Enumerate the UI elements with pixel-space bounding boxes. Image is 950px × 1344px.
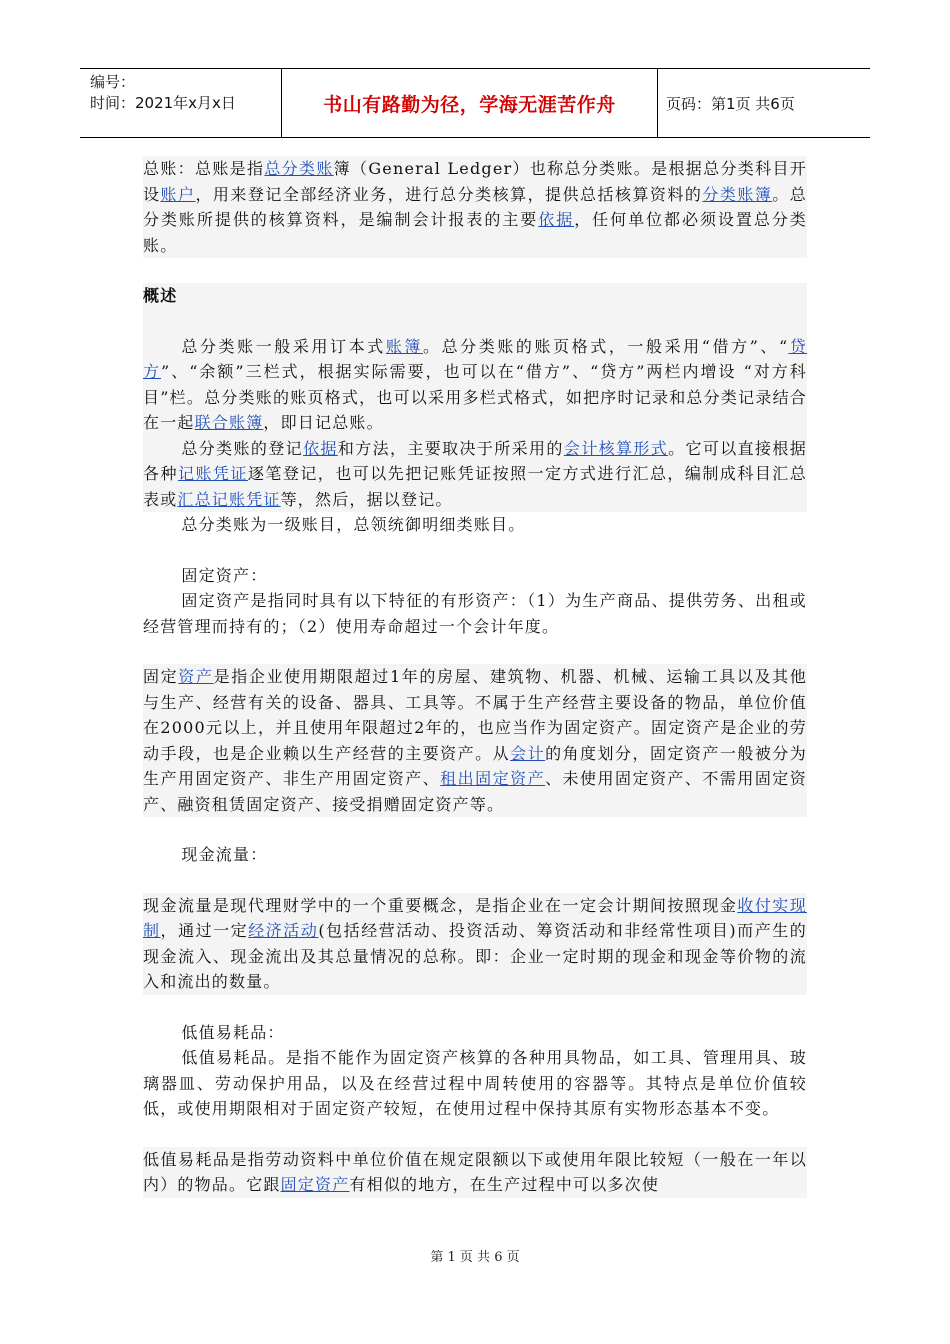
text: 。它可以直接根据各种 xyxy=(143,438,807,483)
link-account[interactable]: 账户 xyxy=(160,184,196,204)
cash-flow-heading: 现金流量： xyxy=(181,845,268,864)
document-body xyxy=(143,156,807,1198)
link-accounting-form[interactable]: 会计核算形式 xyxy=(563,438,669,458)
overview-paragraph-3: 总分类账为一级账目，总领统御明细类账目。 xyxy=(181,515,526,534)
link-combined-ledger[interactable]: 联合账簿 xyxy=(194,413,264,432)
overview-heading: 概述 xyxy=(143,283,807,309)
text: (包括经营活动、投资活动、筹资活动和非经常性项目)而产生的现金流入、现金流出及其总量情况的总称。即：企业一定时期的现金和现金等价物的流入和流出的数量。 xyxy=(143,921,807,991)
spacer xyxy=(143,538,807,563)
link-economic-activity[interactable]: 经济活动 xyxy=(248,921,319,940)
spacer xyxy=(143,1122,807,1147)
text: 是指企业使用期限超过1年的房屋、建筑物、机器、机械、运输工具以及其他与生产、经营有关的设备、器具、工具等。不属于生产经营主要设备的物品，单位价值在2000元以上，并且使用年限超过2年的，也应当作为固定资产。固定资产是企业的劳动手段，也是企业赖以生产经营的主要资产。从 xyxy=(143,667,807,763)
header-meta xyxy=(80,69,282,137)
link-books[interactable]: 账簿 xyxy=(385,336,423,356)
document-time: 时间：2021年x月x日 xyxy=(90,94,236,112)
text: ，用来登记全部经济业务，进行总分类核算，提供总括核算资料的 xyxy=(195,184,703,204)
text: 固定 xyxy=(143,667,179,686)
text: 总账：总账是指 xyxy=(143,159,265,178)
link-summary-voucher[interactable]: 汇总记账凭证 xyxy=(177,489,281,509)
overview-paragraph-1 xyxy=(143,334,807,436)
spacer xyxy=(143,639,807,664)
link-ledger-books[interactable]: 分类账簿 xyxy=(702,184,773,204)
link-leased-assets[interactable]: 租出固定资产 xyxy=(440,769,546,788)
document-header xyxy=(80,68,870,138)
text: 逐笔登记，也可以先把记账凭证按照一定方式进行汇总，编制成科目汇总表或 xyxy=(143,464,807,509)
text: 低值易耗品是指劳动资料中单位价值在规定限额以下或使用年限比较短（一般在一年以内）的物品。它跟 xyxy=(143,1149,807,1194)
link-assets[interactable]: 资产 xyxy=(178,667,214,686)
cash-flow-paragraph xyxy=(143,893,807,995)
general-ledger-paragraph xyxy=(143,156,807,258)
document-number: 编号： xyxy=(90,73,136,91)
spacer xyxy=(143,995,807,1020)
header-page-info: 页码：第1页 共6页 xyxy=(666,94,795,113)
spacer xyxy=(143,309,807,334)
page-footer: 第 1 页 共 6 页 xyxy=(430,1250,520,1265)
link-basis-2[interactable]: 依据 xyxy=(303,438,338,458)
text: 。总分类账所提供的核算资料，是编制会计报表的主要 xyxy=(143,184,807,229)
link-accounting[interactable]: 会计 xyxy=(510,743,546,763)
link-basis[interactable]: 依据 xyxy=(538,210,575,229)
text: 簿（General Ledger）也称总分类账。是根据总分类科目开设 xyxy=(143,159,807,204)
link-general-ledger[interactable]: 总分类账 xyxy=(264,159,334,178)
link-voucher[interactable]: 记账凭证 xyxy=(177,464,248,483)
low-value-paragraph-1: 低值易耗品。是指不能作为固定资产核算的各种用具物品，如工具、管理用具、玻璃器皿、劳动保护用品，以及在经营过程中周转使用的容器等。其特点是单位价值较低，或使用期限相对于固定资产较短，在使用过程中保持其原有实物形态基本不变。 xyxy=(143,1048,807,1118)
text: 的角度划分，固定资产一般被分为生产用固定资产、非生产用固定资产、 xyxy=(143,743,807,788)
text: 总分类账一般采用订本式 xyxy=(181,336,386,356)
low-value-paragraph-2 xyxy=(143,1147,807,1198)
text: 、未使用固定资产、不需用固定资产、融资租赁固定资产、接受捐赠固定资产等。 xyxy=(143,769,807,814)
text: ，通过一定 xyxy=(160,921,249,940)
spacer xyxy=(143,817,807,842)
overview-paragraph-2 xyxy=(143,436,807,513)
text: 现金流量是现代理财学中的一个重要概念，是指企业在一定会计期间按照现金 xyxy=(143,895,738,915)
text: 。总分类账的账页格式，一般采用“借方”、“ xyxy=(422,336,789,356)
low-value-heading: 低值易耗品： xyxy=(181,1022,285,1042)
link-credit[interactable]: 贷方 xyxy=(143,336,807,381)
text: ”、“余额”三栏式，根据实际需要，也可以在“借方”、“贷方”两栏内增设 “对方科目”栏。总分类账的账页格式，也可以采用多栏式格式，如把序时记录和总分类记录结合在一起 xyxy=(143,362,807,432)
link-cash-basis[interactable]: 收付实现制 xyxy=(143,895,807,940)
text: 和方法，主要取决于所采用的 xyxy=(337,438,564,458)
text: ，任何单位都必须设置总分类账。 xyxy=(143,210,807,255)
fixed-assets-heading: 固定资产： xyxy=(181,565,268,585)
fixed-assets-paragraph-1: 固定资产是指同时具有以下特征的有形资产：（1）为生产商品、提供劳务、出租或经营管理而持有的；（2）使用寿命超过一个会计年度。 xyxy=(143,591,807,636)
text: 总分类账的登记 xyxy=(181,438,304,458)
fixed-assets-paragraph-2 xyxy=(143,664,807,817)
header-motto: 书山有路勤为径，学海无涯苦作舟 xyxy=(282,69,658,137)
spacer xyxy=(143,868,807,893)
text: 等，然后，据以登记。 xyxy=(280,489,453,509)
spacer xyxy=(143,258,807,283)
text: 有相似的地方，在生产过程中可以多次使 xyxy=(349,1175,660,1194)
link-fixed-assets[interactable]: 固定资产 xyxy=(280,1175,350,1194)
text: ，即日记总账。 xyxy=(263,413,384,432)
